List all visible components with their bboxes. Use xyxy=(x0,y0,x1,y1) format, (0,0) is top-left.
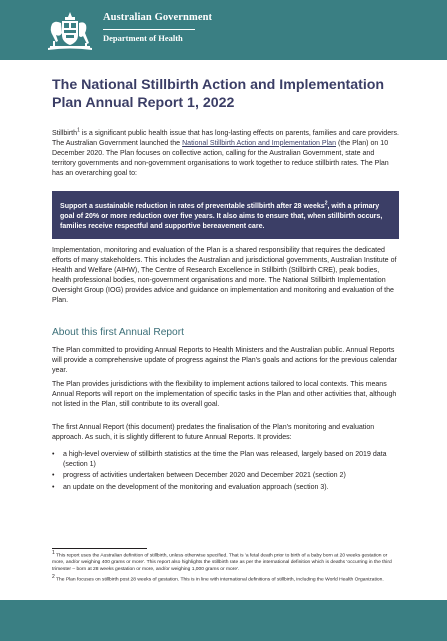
section-heading: About this first Annual Report xyxy=(52,327,184,338)
list-item: • a high-level overview of stillbirth statistics at the time the Plan was released, largely based on 2019 data (section 1) xyxy=(52,450,399,470)
goal-callout-text xyxy=(60,202,391,233)
page-title: The National Stillbirth Action and Implementation Plan Annual Report 1, 2022 xyxy=(52,77,385,111)
intro-text-2: (the Plan) on 10 December 2020. The Plan focuses on collective action, calling for the Australian Government, state and territory governments and non-government organisations to work together to reduce stillbirth rates. The Plan has an overarching goal to: xyxy=(52,139,389,177)
jurisdictions-paragraph: The Plan provides jurisdictions with the flexibility to implement actions tailored to local contexts. This means Annual Reports will report on the implementation of specific tasks in the Plan and other activities that, although not listed in the Plan, still contribute to its overall goal. xyxy=(52,381,397,408)
footnote-ref-2[interactable]: 2 xyxy=(324,200,328,207)
annual-report-paragraph: The Plan committed to providing Annual Reports to Health Ministers and the Australian public. Annual Reports will provide a comprehensive update of progress against the Plan's goals and actions for the previous calendar year. xyxy=(52,347,397,374)
footnote-2 xyxy=(52,574,399,584)
government-name: Australian Government xyxy=(103,12,213,23)
coat-of-arms-icon xyxy=(40,8,100,52)
footer-band xyxy=(0,600,447,641)
implementation-paragraph: Implementation, monitoring and evaluation of the Plan is a shared responsibility that requires the dedicated efforts of many stakeholders. This includes the Australian and jurisdictional governments, Australian Institute of Health and Welfare (AIHW), The Centre of Research Excellence in Stillbirth (Stillbirth CRE), peak bodies, health professional bodies, non-government organisations and more. The National Stillbirth Implementation Oversight Group (IOG) provides advice and guidance on implementation and monitoring and evaluation of the Plan. xyxy=(52,247,397,304)
goal-text-2: , with a primary goal of 20% or more reduction over five years. It also aims to ensure that, when stillbirth occurs, families receive respectful and supportive bereavement care. xyxy=(60,203,383,231)
list-item: • progress of activities undertaken between December 2020 and December 2021 (section 2) xyxy=(52,471,399,481)
footnote-divider xyxy=(52,548,147,549)
government-header-band xyxy=(0,0,447,60)
goal-callout-box xyxy=(52,191,399,239)
intro-text-1: is a significant public health issue that has long-lasting effects on parents, families and care providers. The Australian Government launched the xyxy=(52,130,399,147)
footnote-ref-1[interactable]: 1 xyxy=(77,127,80,134)
goal-text-1: Support a sustainable reduction in rates of preventable stillbirth after 28 weeks xyxy=(60,203,325,210)
first-report-paragraph: The first Annual Report (this document) predates the finalisation of the Plan's monitoring and evaluation approach. As such, it is slightly different to future Annual Reports. It provides: xyxy=(52,424,375,441)
plan-link[interactable]: National Stillbirth Action and Implementation Plan xyxy=(182,139,337,147)
intro-paragraph xyxy=(52,129,399,179)
department-name: Department of Health xyxy=(103,33,183,43)
footnote-mark-1: 1 xyxy=(52,550,55,556)
footnote-1 xyxy=(52,550,399,574)
header-divider xyxy=(103,29,195,30)
list-item: • an update on the development of the monitoring and evaluation approach (section 3). xyxy=(52,483,399,493)
intro-lead: Stillbirth xyxy=(52,130,78,137)
footnote-1-text: This report uses the Australian definition of stillbirth, unless otherwise specified. That is 'a fetal death prior to birth of a baby born at 20 weeks gestation or more, and/or weighing 400 grams or more'. This report also highlights the stillbirth rate as per the international definition which is deaths 'occurring in the third trimester – born at 28 weeks gestation or more, and/or weighing 1,000 grams or more'. xyxy=(52,553,392,573)
footnote-mark-2: 2 xyxy=(52,574,55,580)
footnote-2-text: The Plan focuses on stillbirth post 28 weeks of gestation. This is in line with international definitions of stillbirth, including the World Health Organization. xyxy=(54,577,384,583)
provides-list xyxy=(52,450,399,494)
